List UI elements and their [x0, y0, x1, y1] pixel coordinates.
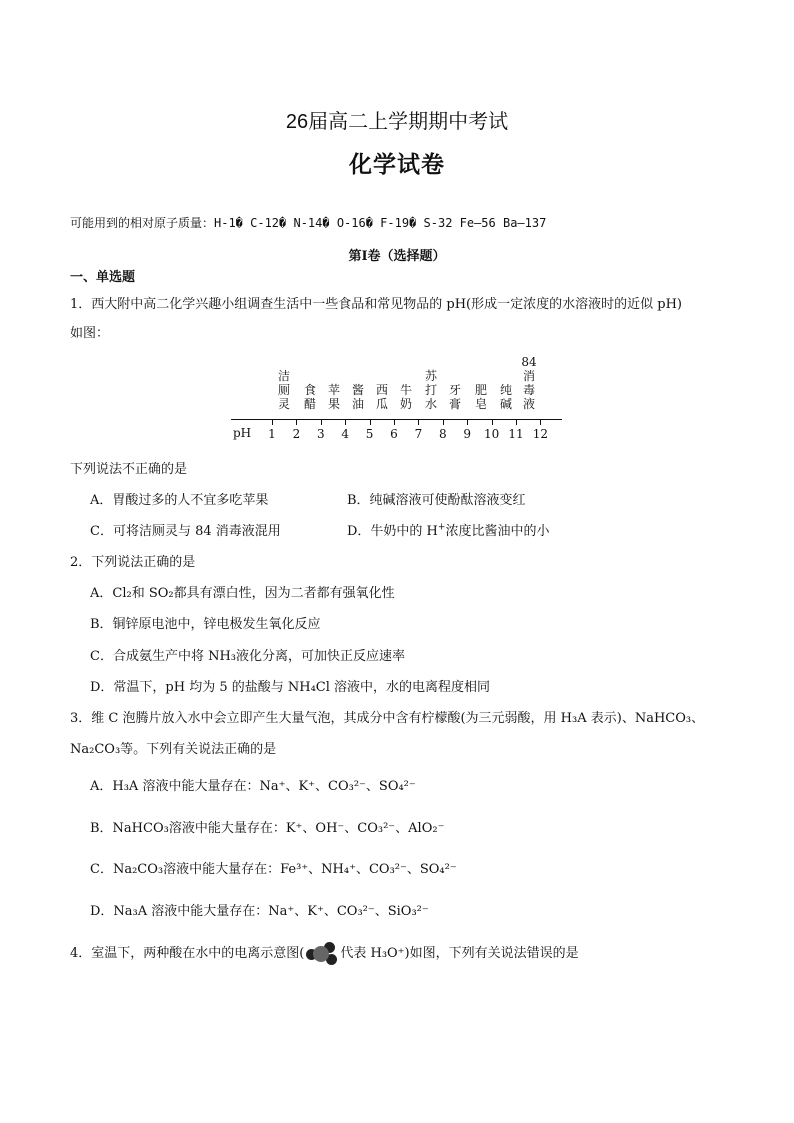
q2-option-c: C．合成氨生产中将 NH₃液化分离，可加快正反应速率 — [90, 649, 406, 664]
ph-item-label — [276, 369, 292, 411]
section-heading: 一、单选题 — [70, 270, 136, 285]
q3-option-c: C．Na₂CO₃溶液中能大量存在：Fe³⁺、NH₄⁺、CO₃²⁻、SO₄²⁻ — [90, 862, 457, 877]
exam-title: 26届高二上学期期中考试 — [285, 111, 509, 133]
volume-title: 第Ⅰ卷（选择题） — [348, 249, 446, 264]
ph-item-name: 苏打水 — [424, 369, 437, 411]
ph-item-label — [302, 383, 318, 411]
q3-option-b: B．NaHCO₃溶液中能大量存在：K⁺、OH⁻、CO₃²⁻、AlO₂⁻ — [90, 821, 445, 836]
q4-stem: 4．室温下，两种酸在水中的电离示意图( 代表 H₃O⁺)如图，下列有关说法错误的是 — [70, 942, 579, 962]
ph-tick — [467, 420, 468, 425]
ph-item-label — [374, 383, 390, 411]
ph-item-name: 食醋 — [303, 383, 316, 411]
q2-stem: 2．下列说法正确的是 — [70, 555, 196, 570]
q1-option-d: D．牛奶中的 H+浓度比酱油中的小 — [347, 522, 550, 539]
ph-tick — [272, 420, 273, 425]
ph-tick-label: 6 — [390, 427, 398, 441]
q1-option-b: B．纯碱溶液可使酚酞溶液变红 — [347, 493, 526, 508]
ph-item-name: 纯碱 — [499, 383, 512, 411]
ph-tick — [516, 420, 517, 425]
q1-option-a: A．胃酸过多的人不宜多吃苹果 — [90, 493, 269, 508]
q2-option-b: B．铜锌原电池中，锌电极发生氧化反应 — [90, 617, 321, 632]
ph-axis-label: pH — [233, 426, 252, 440]
ph-item-name: 酱油 — [351, 383, 364, 411]
q3-option-a: A．H₃A 溶液中能大量存在：Na⁺、K⁺、CO₃²⁻、SO₄²⁻ — [90, 779, 416, 794]
ph-item-prefix: 84 — [521, 355, 537, 369]
ph-tick — [370, 420, 371, 425]
ph-item-name: 牙膏 — [448, 383, 461, 411]
ph-item-label — [473, 383, 489, 411]
ph-item-name: 苹果 — [327, 383, 340, 411]
ph-tick-label: 1 — [268, 427, 276, 441]
ph-tick — [345, 420, 346, 425]
ph-tick — [492, 420, 493, 425]
q1-option-c: C．可将洁厕灵与 84 消毒液混用 — [90, 524, 281, 539]
q3-option-d: D．Na₃A 溶液中能大量存在：Na⁺、K⁺、CO₃²⁻、SiO₃²⁻ — [90, 904, 429, 919]
q3-stem-line2: Na₂CO₃等。下列有关说法正确的是 — [70, 742, 277, 757]
ph-item-label — [326, 383, 342, 411]
ph-tick-label: 10 — [483, 427, 500, 441]
ph-tick — [540, 420, 541, 425]
ph-item-name: 消毒液 — [522, 369, 535, 411]
ph-item-label — [423, 369, 439, 411]
ph-item-name: 西瓜 — [375, 383, 388, 411]
ph-tick-label: 7 — [414, 427, 423, 441]
ph-item-label — [398, 383, 414, 411]
hydronium-icon — [304, 946, 340, 962]
ph-item-name: 牛奶 — [399, 383, 412, 411]
q2-option-d: D．常温下，pH 均为 5 的盐酸与 NH₄Cl 溶液中，水的电离程度相同 — [90, 680, 491, 695]
ph-tick — [394, 420, 395, 425]
ph-tick — [296, 420, 297, 425]
ph-tick — [321, 420, 322, 425]
subject-title: 化学试卷 — [349, 151, 445, 177]
ph-item-name: 肥皂 — [474, 383, 487, 411]
ph-tick-label: 3 — [316, 427, 325, 441]
ph-tick-label: 4 — [341, 427, 349, 441]
q1-stem-line2: 如图： — [70, 326, 110, 341]
ph-tick — [443, 420, 444, 425]
ph-item-label — [447, 383, 463, 411]
ph-tick — [418, 420, 419, 425]
ph-item-label — [521, 355, 537, 411]
q3-stem-line1: 3．维 C 泡腾片放入水中会立即产生大量气泡，其成分中含有柠檬酸(为三元弱酸，用 H₃A 表示)、NaHCO₃、 — [70, 711, 705, 726]
ph-tick-label: 8 — [438, 427, 447, 441]
ph-item-label — [498, 383, 514, 411]
ph-tick-label: 9 — [463, 427, 471, 441]
ph-item-name: 洁厕灵 — [277, 369, 290, 411]
ph-tick-label: 12 — [532, 427, 549, 441]
q1-stem-line1: 1．西大附中高二化学兴趣小组调查生活中一些食品和常见物品的 pH(形成一定浓度的水溶液时的近似 pH) — [70, 297, 682, 312]
atomic-masses: 可能用到的相对原子质量：H-1� C-12� N-14� O-16� F-19� S-32 Fe—56 Ba—137 — [70, 216, 547, 230]
ph-tick-label: 2 — [292, 427, 301, 441]
q2-option-a: A．Cl₂和 SO₂都具有漂白性，因为二者都有强氧化性 — [90, 586, 395, 601]
ph-tick-label: 5 — [365, 427, 374, 441]
ph-axis-line — [231, 419, 562, 420]
ph-item-label — [350, 383, 366, 411]
q1-question: 下列说法不正确的是 — [70, 462, 188, 477]
ph-tick-label: 11 — [508, 427, 524, 441]
